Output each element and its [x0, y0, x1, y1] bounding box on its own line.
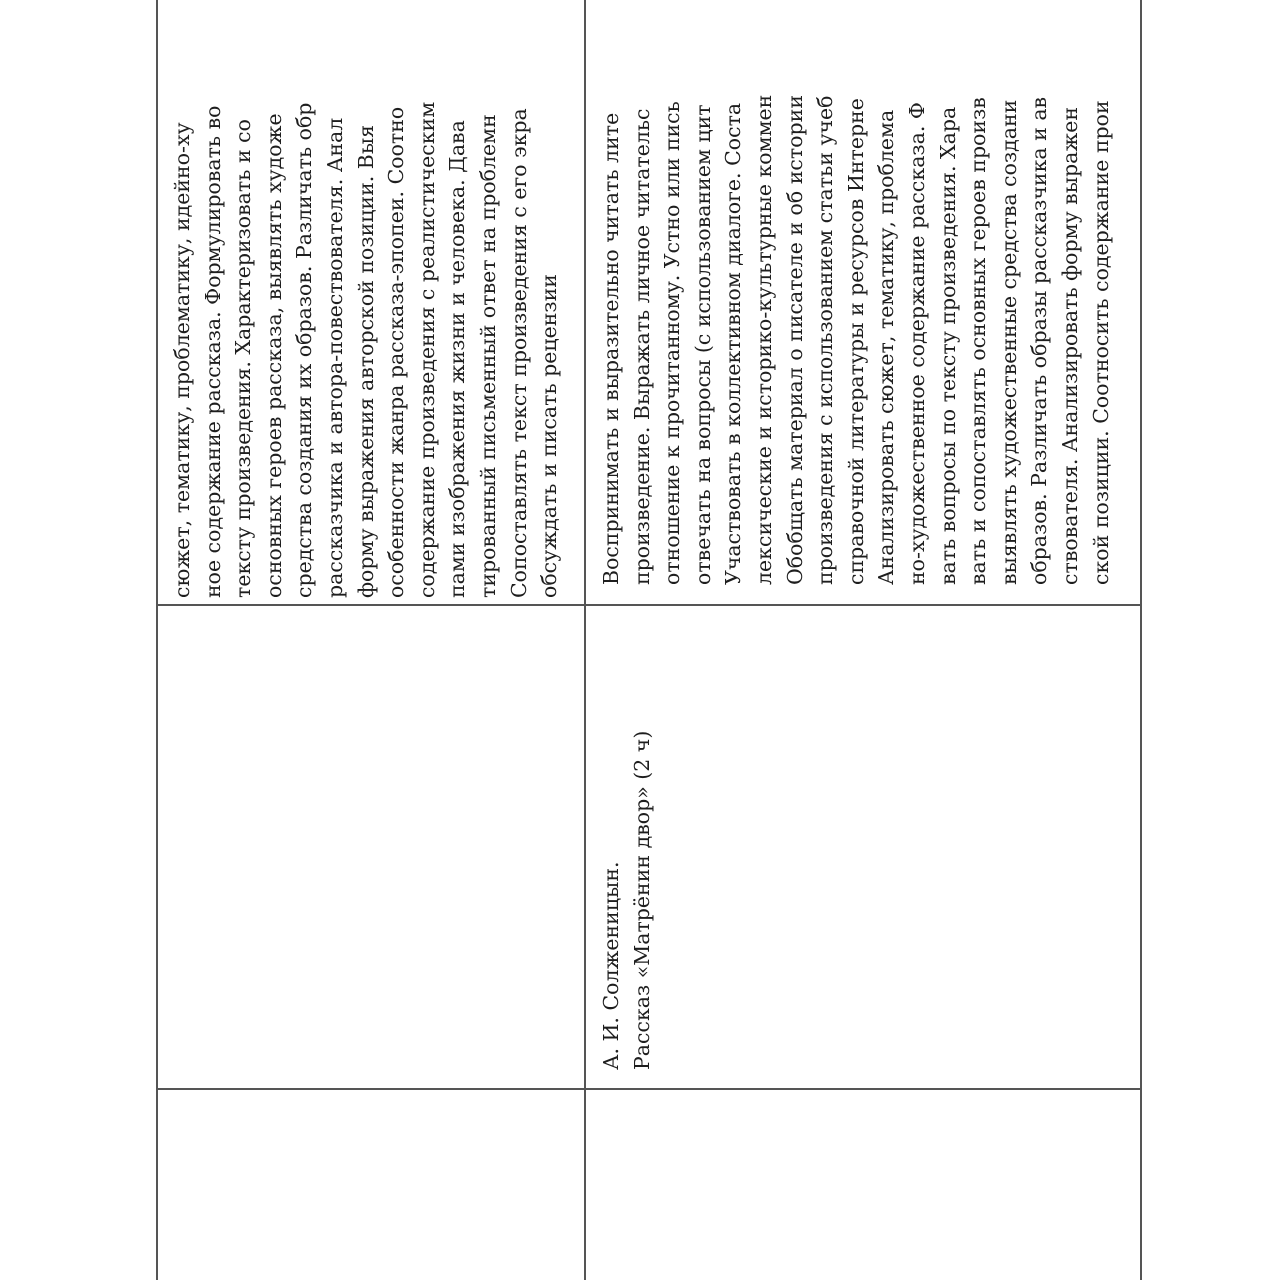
- table: [156, 0, 1142, 1280]
- table-cell-description: Воспринимать и выразительно читать лите произведение. Выражать личное читательс отношение к прочитанному. Устно или пись отвечать на вопросы (с использованием цит Участвовать в коллективном диалоге. Соста лексические и историко-культурные коммен Обобщать материал о писателе и об истории произведения с использованием статьи учеб справочной литературы и ресурсов Интерне Анализировать сюжет, тематику, проблема но-художественное содержание рассказа. Ф вать вопросы по тексту произведения. Хара вать и сопоставлять основных героев произв выявлять художественные средства создани образов. Различать образы рассказчика и ав ствователя. Анализировать форму выражен ской позиции. Соотносить содержание прои: [599, 94, 1113, 585]
- column-divider: [584, 0, 586, 1280]
- rotated-table: [156, 0, 1142, 1280]
- row-divider: [156, 604, 1142, 606]
- table-cell-topic: А. И. Солженицын. Рассказ «Матрёнин двор» (2 ч): [599, 730, 654, 1070]
- table-cell-empty: [156, 1090, 584, 1280]
- table-cell-empty: [586, 1090, 1140, 1280]
- table-cell-description: сюжет, тематику, проблематику, идейно-ху ное содержание рассказа. Формулировать во тексту произведения. Характеризовать и со основных героев рассказа, выявлять художе средства создания их образов. Различать обр рассказчика и автора-повествователя. Анал форму выражения авторской позиции. Выя особенности жанра рассказа-эпопеи. Соотно содержание произведения с реалистическим пами изображения жизни и человека. Дава тированный письменный ответ на проблемн Сопоставлять текст произведения с его экра обсуждать и писать рецензии: [170, 101, 562, 598]
